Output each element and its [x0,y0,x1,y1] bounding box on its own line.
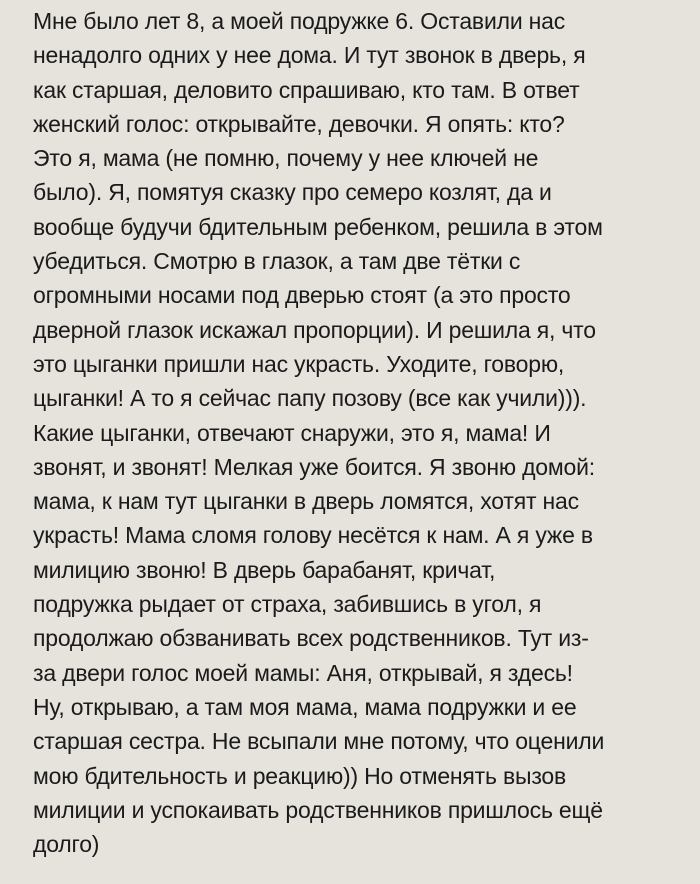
story-line: как старшая, деловито спрашиваю, кто там. В ответ [33,76,580,103]
story-line: старшая сестра. Не всыпали мне потому, что оценили [33,728,605,755]
story-line: звонят, и звонят! Мелкая уже боится. Я звоню домой: [33,453,595,480]
story-line: женский голос: открывайте, девочки. Я опять: кто? [33,110,565,137]
story-line: за двери голос моей мамы: Аня, открывай, я здесь! [33,659,573,686]
story-line: подружка рыдает от страха, забившись в угол, я [33,591,542,618]
story-line: цыганки! А то я сейчас папу позову (все как учили))). [33,385,587,412]
story-line: это цыганки пришли нас украсть. Уходите, говорю, [33,350,565,377]
story-line: Какие цыганки, отвечают снаружи, это я, мама! И [33,419,551,446]
story-line: Это я, мама (не помню, почему у нее ключей не [33,145,539,172]
story-line: огромными носами под дверью стоят (а это просто [33,282,571,309]
story-line: дверной глазок искажал пропорции). И решила я, что [33,316,596,343]
story-line: украсть! Мама сломя голову несётся к нам. А я уже в [33,522,593,549]
story-line: вообще будучи бдительным ребенком, решила в этом [33,213,603,240]
story-line: Мне было лет 8, а моей подружке 6. Оставили нас [33,8,566,34]
story-line: было). Я, помятуя сказку про семеро козлят, да и [33,179,552,206]
story-line: милицию звоню! В дверь барабанят, кричат, [33,556,496,583]
story-line: Ну, открываю, а там моя мама, мама подружки и ее [33,693,577,720]
story-line: мама, к нам тут цыганки в дверь ломятся, хотят нас [33,488,579,515]
story-line: долго) [33,831,100,858]
story-line: мою бдительность и реакцию)) Но отменять вызов [33,762,567,789]
story-line: продолжаю обзванивать всех родственников. Тут из- [33,625,589,652]
story-line: убедиться. Смотрю в глазок, а там две тётки с [33,248,521,275]
story-line: милиции и успокаивать родственников пришлось ещё [33,796,603,823]
story-text [33,4,693,861]
story-line: ненадолго одних у нее дома. И тут звонок в дверь, я [33,42,586,69]
